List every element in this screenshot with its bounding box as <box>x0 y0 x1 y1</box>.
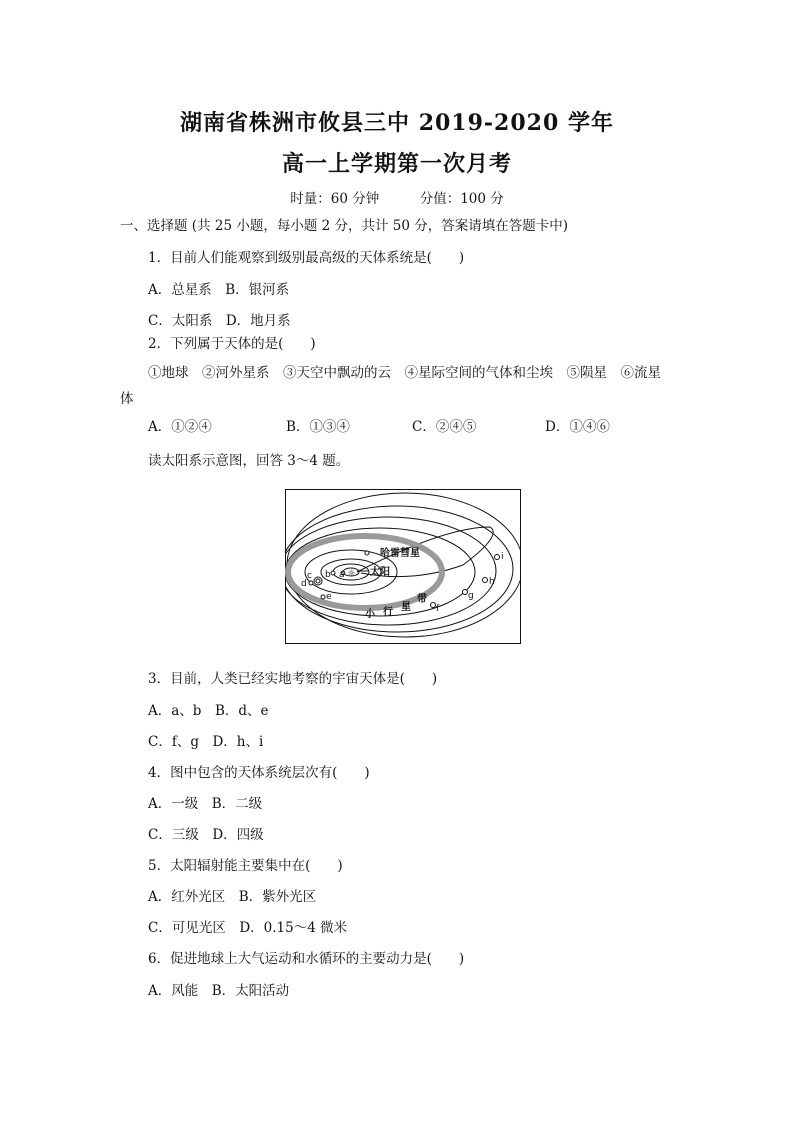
read-prompt: 读太阳系示意图，回答 3～4 题。 <box>148 453 350 469</box>
planet-e-label: e <box>326 592 332 602</box>
solar-system-diagram <box>285 489 521 644</box>
exam-meta: 时量：60 分钟 分值：100 分 <box>290 191 504 207</box>
q2-items-line-2: 体 <box>120 391 134 407</box>
belt-label-2: 行 <box>383 607 393 618</box>
title-line-1: 湖南省株洲市攸县三中 2019-2020 学年 <box>180 110 614 136</box>
comet-label: 哈雷彗星 <box>380 548 420 559</box>
q3-options-cd: C．f、g D．h、i <box>148 734 264 750</box>
q1-options-ab: A．总星系 B．银河系 <box>148 282 290 298</box>
planet-c-label: c <box>307 571 312 581</box>
planet-d-label: d <box>301 579 307 589</box>
planet-f-dot <box>431 603 436 608</box>
sun-symbol: ☼ <box>347 569 356 579</box>
q6-options-ab: A．风能 B．太阳活动 <box>148 983 290 999</box>
q6-stem: 6．促进地球上大气运动和水循环的主要动力是( ) <box>148 951 465 967</box>
planet-d-dot <box>309 581 313 585</box>
planet-h-dot <box>483 578 488 583</box>
planet-g-dot <box>463 590 468 595</box>
q2-option-d: D．①④⑥ <box>545 419 610 435</box>
planet-f-label: f <box>436 604 440 614</box>
planet-a-label: a <box>339 570 345 580</box>
planet-b-dot <box>331 571 335 575</box>
sun-label: 太阳 <box>370 567 390 578</box>
q2-stem: 2．下列属于天体的是( ) <box>148 336 316 352</box>
q4-options-ab: A．一级 B．二级 <box>148 796 263 812</box>
q2-items-line-1: ①地球 ②河外星系 ③天空中飘动的云 ④星际空间的气体和尘埃 ⑤陨星 ⑥流星 <box>148 365 661 381</box>
q1-stem: 1．目前人们能观察到级别最高级的天体系统是( ) <box>148 250 465 266</box>
q2-option-b: B．①③④ <box>286 419 350 435</box>
q4-options-cd: C．三级 D．四级 <box>148 827 264 843</box>
section-heading: 一、选择题 (共 25 小题，每小题 2 分，共计 50 分，答案请填在答题卡中) <box>120 218 569 234</box>
planet-i-label: i <box>501 552 504 562</box>
planet-i-dot <box>495 555 500 560</box>
q5-options-cd: C．可见光区 D．0.15～4 微米 <box>148 920 348 936</box>
belt-label-1: 小 <box>365 609 375 620</box>
planet-c-dot <box>316 579 320 583</box>
belt-label-3: 星 <box>401 602 411 613</box>
q1-options-cd: C．太阳系 D．地月系 <box>148 313 291 329</box>
q2-option-a: A．①②④ <box>148 419 212 435</box>
belt-label-4: 带 <box>417 594 427 605</box>
planet-e-dot <box>321 595 325 599</box>
planet-g-label: g <box>468 591 474 601</box>
planet-h-label: h <box>489 577 495 587</box>
comet-marker <box>365 551 369 555</box>
q3-stem: 3．目前，人类已经实地考察的宇宙天体是( ) <box>148 671 438 687</box>
planet-b-label: b <box>325 570 331 580</box>
q3-options-ab: A．a、b B．d、e <box>148 703 269 719</box>
title-line-2: 高一上学期第一次月考 <box>281 151 512 177</box>
q2-option-c: C．②④⑤ <box>412 419 477 435</box>
q4-stem: 4．图中包含的天体系统层次有( ) <box>148 765 370 781</box>
q5-options-ab: A．红外光区 B．紫外光区 <box>148 889 317 905</box>
q5-stem: 5．太阳辐射能主要集中在( ) <box>148 858 343 874</box>
